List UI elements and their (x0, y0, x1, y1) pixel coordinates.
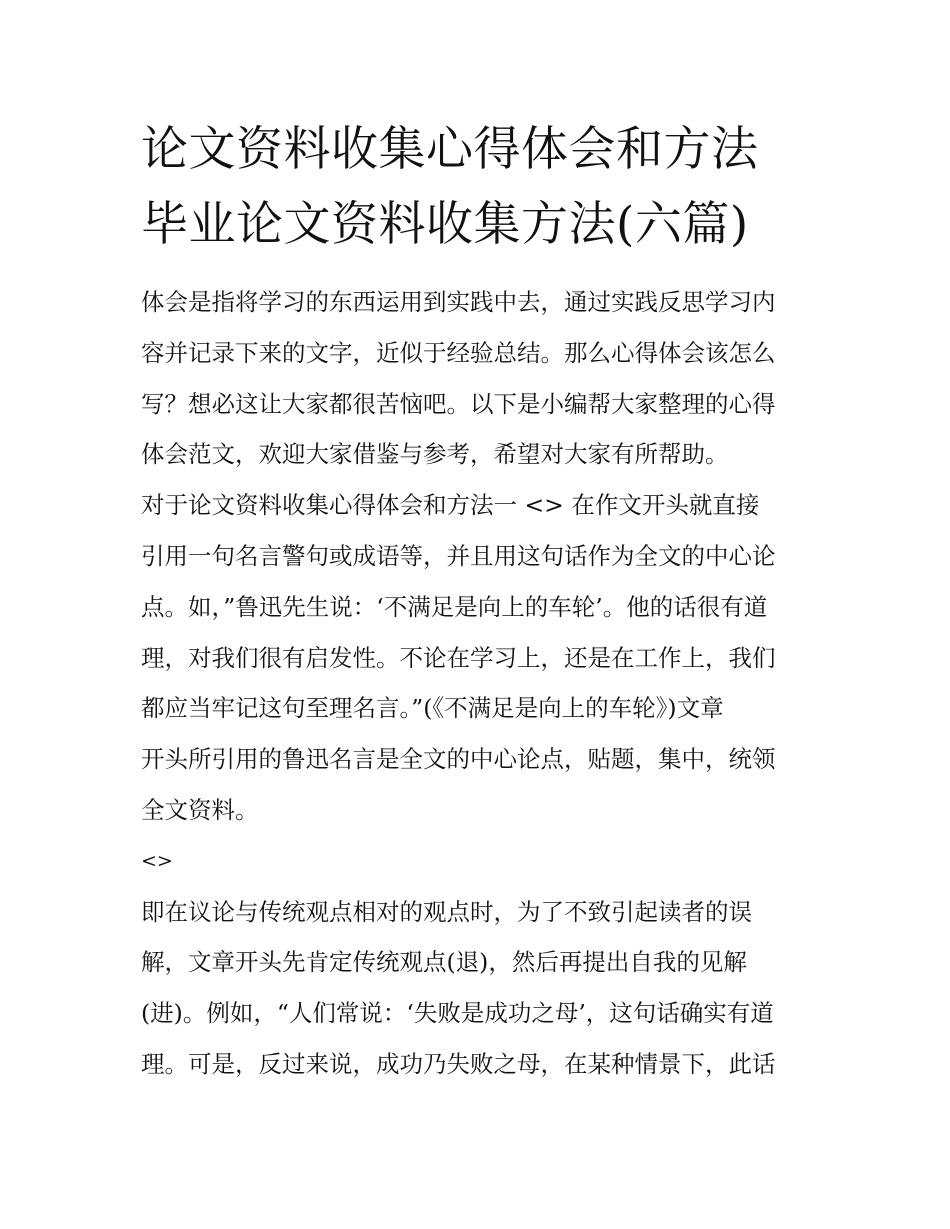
body-line: 开头所引用的鲁迅名言是全文的中心论点，贴题，集中，统领 (141, 745, 776, 774)
title-line-2: 毕业论文资料收集方法(六篇) (141, 197, 749, 252)
body-line: 写？想必这让大家都很苦恼吧。以下是小编帮大家整理的心得 (141, 389, 776, 418)
body-line: (进)。例如，“人们常说：‘失败是成功之母’，这句话确实有道 (141, 999, 774, 1028)
document-body (141, 277, 821, 1090)
body-line: 体会范文，欢迎大家借鉴与参考，希望对大家有所帮助。 (141, 440, 729, 469)
body-line: 容并记录下来的文字，近似于经验总结。那么心得体会该怎么 (141, 338, 776, 367)
body-line: 理，对我们很有启发性。不论在学习上，还是在工作上，我们 (141, 643, 776, 672)
body-line: 即在议论与传统观点相对的观点时，为了不致引起读者的误 (141, 897, 752, 926)
body-line: 都应当牢记这句至理名言。”(《不满足是向上的车轮》)文章 (141, 694, 724, 723)
document-title (141, 112, 831, 262)
body-line: 全文资料。 (141, 795, 259, 824)
body-line: 体会是指将学习的东西运用到实践中去，通过实践反思学习内 (141, 288, 776, 316)
body-line: 点。如，”鲁迅先生说：‘不满足是向上的车轮’。他的话很有道 (141, 592, 768, 621)
body-line: 理。可是，反过来说，成功乃失败之母，在某种情景下，此话 (141, 1049, 776, 1078)
body-line: 解，文章开头先肯定传统观点(退)，然后再提出自我的见解 (141, 948, 747, 977)
title-line-1: 论文资料收集心得体会和方法 (141, 122, 759, 177)
body-line: 对于论文资料收集心得体会和方法一 <> 在作文开头就直接 (141, 491, 760, 520)
section-marker: <> (141, 849, 173, 872)
body-line: 引用一句名言警句或成语等，并且用这句话作为全文的中心论 (141, 541, 776, 570)
